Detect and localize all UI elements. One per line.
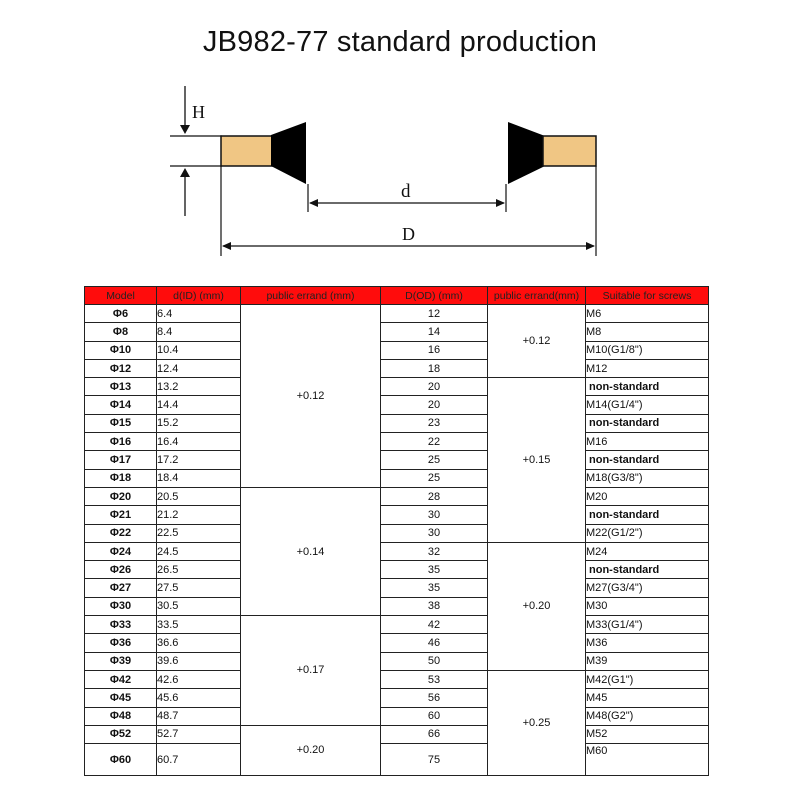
header-outer-tolerance: public errand(mm)	[488, 287, 586, 305]
outer-tolerance-cell: +0.20	[488, 542, 586, 670]
table-row	[85, 396, 709, 414]
outer-tolerance-cell: +0.25	[488, 670, 586, 775]
outer-diameter-cell: 75	[381, 744, 488, 776]
outer-diameter-cell: 25	[381, 469, 488, 487]
suitable-screw-cell: M12	[586, 359, 709, 377]
model-cell: Φ16	[85, 433, 157, 451]
outer-diameter-cell: 22	[381, 433, 488, 451]
suitable-screw-cell: M20	[586, 487, 709, 505]
model-cell: Φ22	[85, 524, 157, 542]
table-row	[85, 579, 709, 597]
inner-diameter-cell: 48.7	[157, 707, 241, 725]
header-suitable-screws: Suitable for screws	[586, 287, 709, 305]
table-row	[85, 323, 709, 341]
model-cell: Φ52	[85, 725, 157, 743]
left-washer-body	[221, 136, 273, 166]
outer-diameter-cell: 38	[381, 597, 488, 615]
suitable-screw-cell: M60	[586, 744, 709, 776]
suitable-screw-cell: M36	[586, 634, 709, 652]
table-row	[85, 469, 709, 487]
left-seal-cone	[271, 122, 306, 184]
model-cell: Φ12	[85, 359, 157, 377]
outer-diameter-cell: 53	[381, 670, 488, 688]
model-cell: Φ30	[85, 597, 157, 615]
outer-tolerance-cell: +0.15	[488, 378, 586, 543]
d-label: d	[401, 181, 411, 202]
model-cell: Φ14	[85, 396, 157, 414]
suitable-screw-cell: M30	[586, 597, 709, 615]
page-title: JB982-77 standard production	[202, 26, 598, 58]
table-row	[85, 487, 709, 505]
inner-tolerance-cell: +0.17	[241, 616, 381, 726]
model-cell: Φ36	[85, 634, 157, 652]
suitable-screw-cell: M33(G1/4")	[586, 616, 709, 634]
table-header-row	[85, 287, 709, 305]
inner-diameter-cell: 6.4	[157, 305, 241, 323]
header-outer-diameter: D(OD) (mm)	[381, 287, 488, 305]
h-arrowhead-bottom	[180, 168, 190, 177]
model-cell: Φ15	[85, 414, 157, 432]
outer-diameter-cell: 23	[381, 414, 488, 432]
suitable-screw-cell: non-standard	[586, 451, 709, 469]
table-row	[85, 634, 709, 652]
outer-diameter-cell: 35	[381, 579, 488, 597]
model-cell: Φ6	[85, 305, 157, 323]
D-arrowhead-right	[586, 242, 595, 250]
suitable-screw-cell: M14(G1/4")	[586, 396, 709, 414]
inner-diameter-cell: 14.4	[157, 396, 241, 414]
inner-diameter-cell: 52.7	[157, 725, 241, 743]
inner-diameter-cell: 17.2	[157, 451, 241, 469]
table-row	[85, 451, 709, 469]
model-cell: Φ45	[85, 689, 157, 707]
inner-diameter-cell: 8.4	[157, 323, 241, 341]
h-label: H	[192, 102, 205, 122]
table-row	[85, 707, 709, 725]
suitable-screw-cell: M10(G1/8")	[586, 341, 709, 359]
suitable-screw-cell: M8	[586, 323, 709, 341]
outer-diameter-cell: 18	[381, 359, 488, 377]
table-row	[85, 542, 709, 560]
suitable-screw-cell: M27(G3/4")	[586, 579, 709, 597]
table-row	[85, 506, 709, 524]
outer-diameter-cell: 35	[381, 561, 488, 579]
header-inner-tolerance: public errand (mm)	[241, 287, 381, 305]
suitable-screw-cell: M42(G1")	[586, 670, 709, 688]
inner-diameter-cell: 30.5	[157, 597, 241, 615]
table-row	[85, 414, 709, 432]
header-model: Model	[85, 287, 157, 305]
inner-tolerance-cell: +0.14	[241, 487, 381, 615]
header-inner-diameter: d(ID) (mm)	[157, 287, 241, 305]
inner-diameter-cell: 45.6	[157, 689, 241, 707]
h-arrowhead-top	[180, 125, 190, 134]
outer-diameter-cell: 66	[381, 725, 488, 743]
outer-diameter-cell: 50	[381, 652, 488, 670]
suitable-screw-cell: M52	[586, 725, 709, 743]
model-cell: Φ20	[85, 487, 157, 505]
inner-diameter-cell: 10.4	[157, 341, 241, 359]
suitable-screw-cell: non-standard	[586, 561, 709, 579]
inner-tolerance-cell: +0.12	[241, 305, 381, 488]
outer-diameter-cell: 28	[381, 487, 488, 505]
outer-diameter-cell: 46	[381, 634, 488, 652]
model-cell: Φ27	[85, 579, 157, 597]
table-row	[85, 744, 709, 776]
model-cell: Φ10	[85, 341, 157, 359]
model-cell: Φ17	[85, 451, 157, 469]
inner-diameter-cell: 20.5	[157, 487, 241, 505]
table-row	[85, 689, 709, 707]
suitable-screw-cell: M16	[586, 433, 709, 451]
model-cell: Φ48	[85, 707, 157, 725]
inner-diameter-cell: 24.5	[157, 542, 241, 560]
suitable-screw-cell: M22(G1/2")	[586, 524, 709, 542]
model-cell: Φ18	[85, 469, 157, 487]
table-row	[85, 725, 709, 743]
table-row	[85, 524, 709, 542]
suitable-screw-cell: M39	[586, 652, 709, 670]
inner-diameter-cell: 39.6	[157, 652, 241, 670]
table-row	[85, 378, 709, 396]
model-cell: Φ24	[85, 542, 157, 560]
inner-diameter-cell: 15.2	[157, 414, 241, 432]
table-row	[85, 616, 709, 634]
table-row	[85, 341, 709, 359]
d-arrowhead-right	[496, 199, 505, 207]
outer-diameter-cell: 60	[381, 707, 488, 725]
inner-diameter-cell: 21.2	[157, 506, 241, 524]
outer-diameter-cell: 14	[381, 323, 488, 341]
table-body	[85, 305, 709, 776]
right-seal-cone	[508, 122, 545, 184]
table-row	[85, 670, 709, 688]
model-cell: Φ21	[85, 506, 157, 524]
inner-diameter-cell: 26.5	[157, 561, 241, 579]
outer-diameter-cell: 30	[381, 506, 488, 524]
outer-diameter-cell: 56	[381, 689, 488, 707]
table-row	[85, 305, 709, 323]
model-cell: Φ39	[85, 652, 157, 670]
outer-diameter-cell: 20	[381, 396, 488, 414]
suitable-screw-cell: non-standard	[586, 414, 709, 432]
table-row	[85, 433, 709, 451]
outer-diameter-cell: 12	[381, 305, 488, 323]
table-row	[85, 597, 709, 615]
suitable-screw-cell: M24	[586, 542, 709, 560]
outer-diameter-cell: 16	[381, 341, 488, 359]
model-cell: Φ13	[85, 378, 157, 396]
right-washer-body	[543, 136, 596, 166]
table-row	[85, 561, 709, 579]
inner-diameter-cell: 13.2	[157, 378, 241, 396]
inner-diameter-cell: 12.4	[157, 359, 241, 377]
outer-diameter-cell: 25	[381, 451, 488, 469]
model-cell: Φ42	[85, 670, 157, 688]
outer-diameter-cell: 20	[381, 378, 488, 396]
model-cell: Φ26	[85, 561, 157, 579]
outer-tolerance-cell: +0.12	[488, 305, 586, 378]
inner-diameter-cell: 22.5	[157, 524, 241, 542]
inner-diameter-cell: 33.5	[157, 616, 241, 634]
inner-tolerance-cell: +0.20	[241, 725, 381, 775]
suitable-screw-cell: M45	[586, 689, 709, 707]
suitable-screw-cell: M6	[586, 305, 709, 323]
table-row	[85, 359, 709, 377]
d-arrowhead-left	[309, 199, 318, 207]
inner-diameter-cell: 36.6	[157, 634, 241, 652]
inner-diameter-cell: 27.5	[157, 579, 241, 597]
washer-cross-section-diagram	[0, 0, 800, 280]
inner-diameter-cell: 42.6	[157, 670, 241, 688]
suitable-screw-cell: M18(G3/8")	[586, 469, 709, 487]
suitable-screw-cell: non-standard	[586, 506, 709, 524]
D-arrowhead-left	[222, 242, 231, 250]
D-label: D	[402, 224, 415, 244]
table-row	[85, 652, 709, 670]
model-cell: Φ60	[85, 744, 157, 776]
spec-table	[84, 286, 709, 776]
model-cell: Φ8	[85, 323, 157, 341]
inner-diameter-cell: 16.4	[157, 433, 241, 451]
suitable-screw-cell: non-standard	[586, 378, 709, 396]
spec-table-container	[84, 286, 709, 776]
outer-diameter-cell: 32	[381, 542, 488, 560]
outer-diameter-cell: 42	[381, 616, 488, 634]
inner-diameter-cell: 60.7	[157, 744, 241, 776]
inner-diameter-cell: 18.4	[157, 469, 241, 487]
suitable-screw-cell: M48(G2")	[586, 707, 709, 725]
outer-diameter-cell: 30	[381, 524, 488, 542]
model-cell: Φ33	[85, 616, 157, 634]
